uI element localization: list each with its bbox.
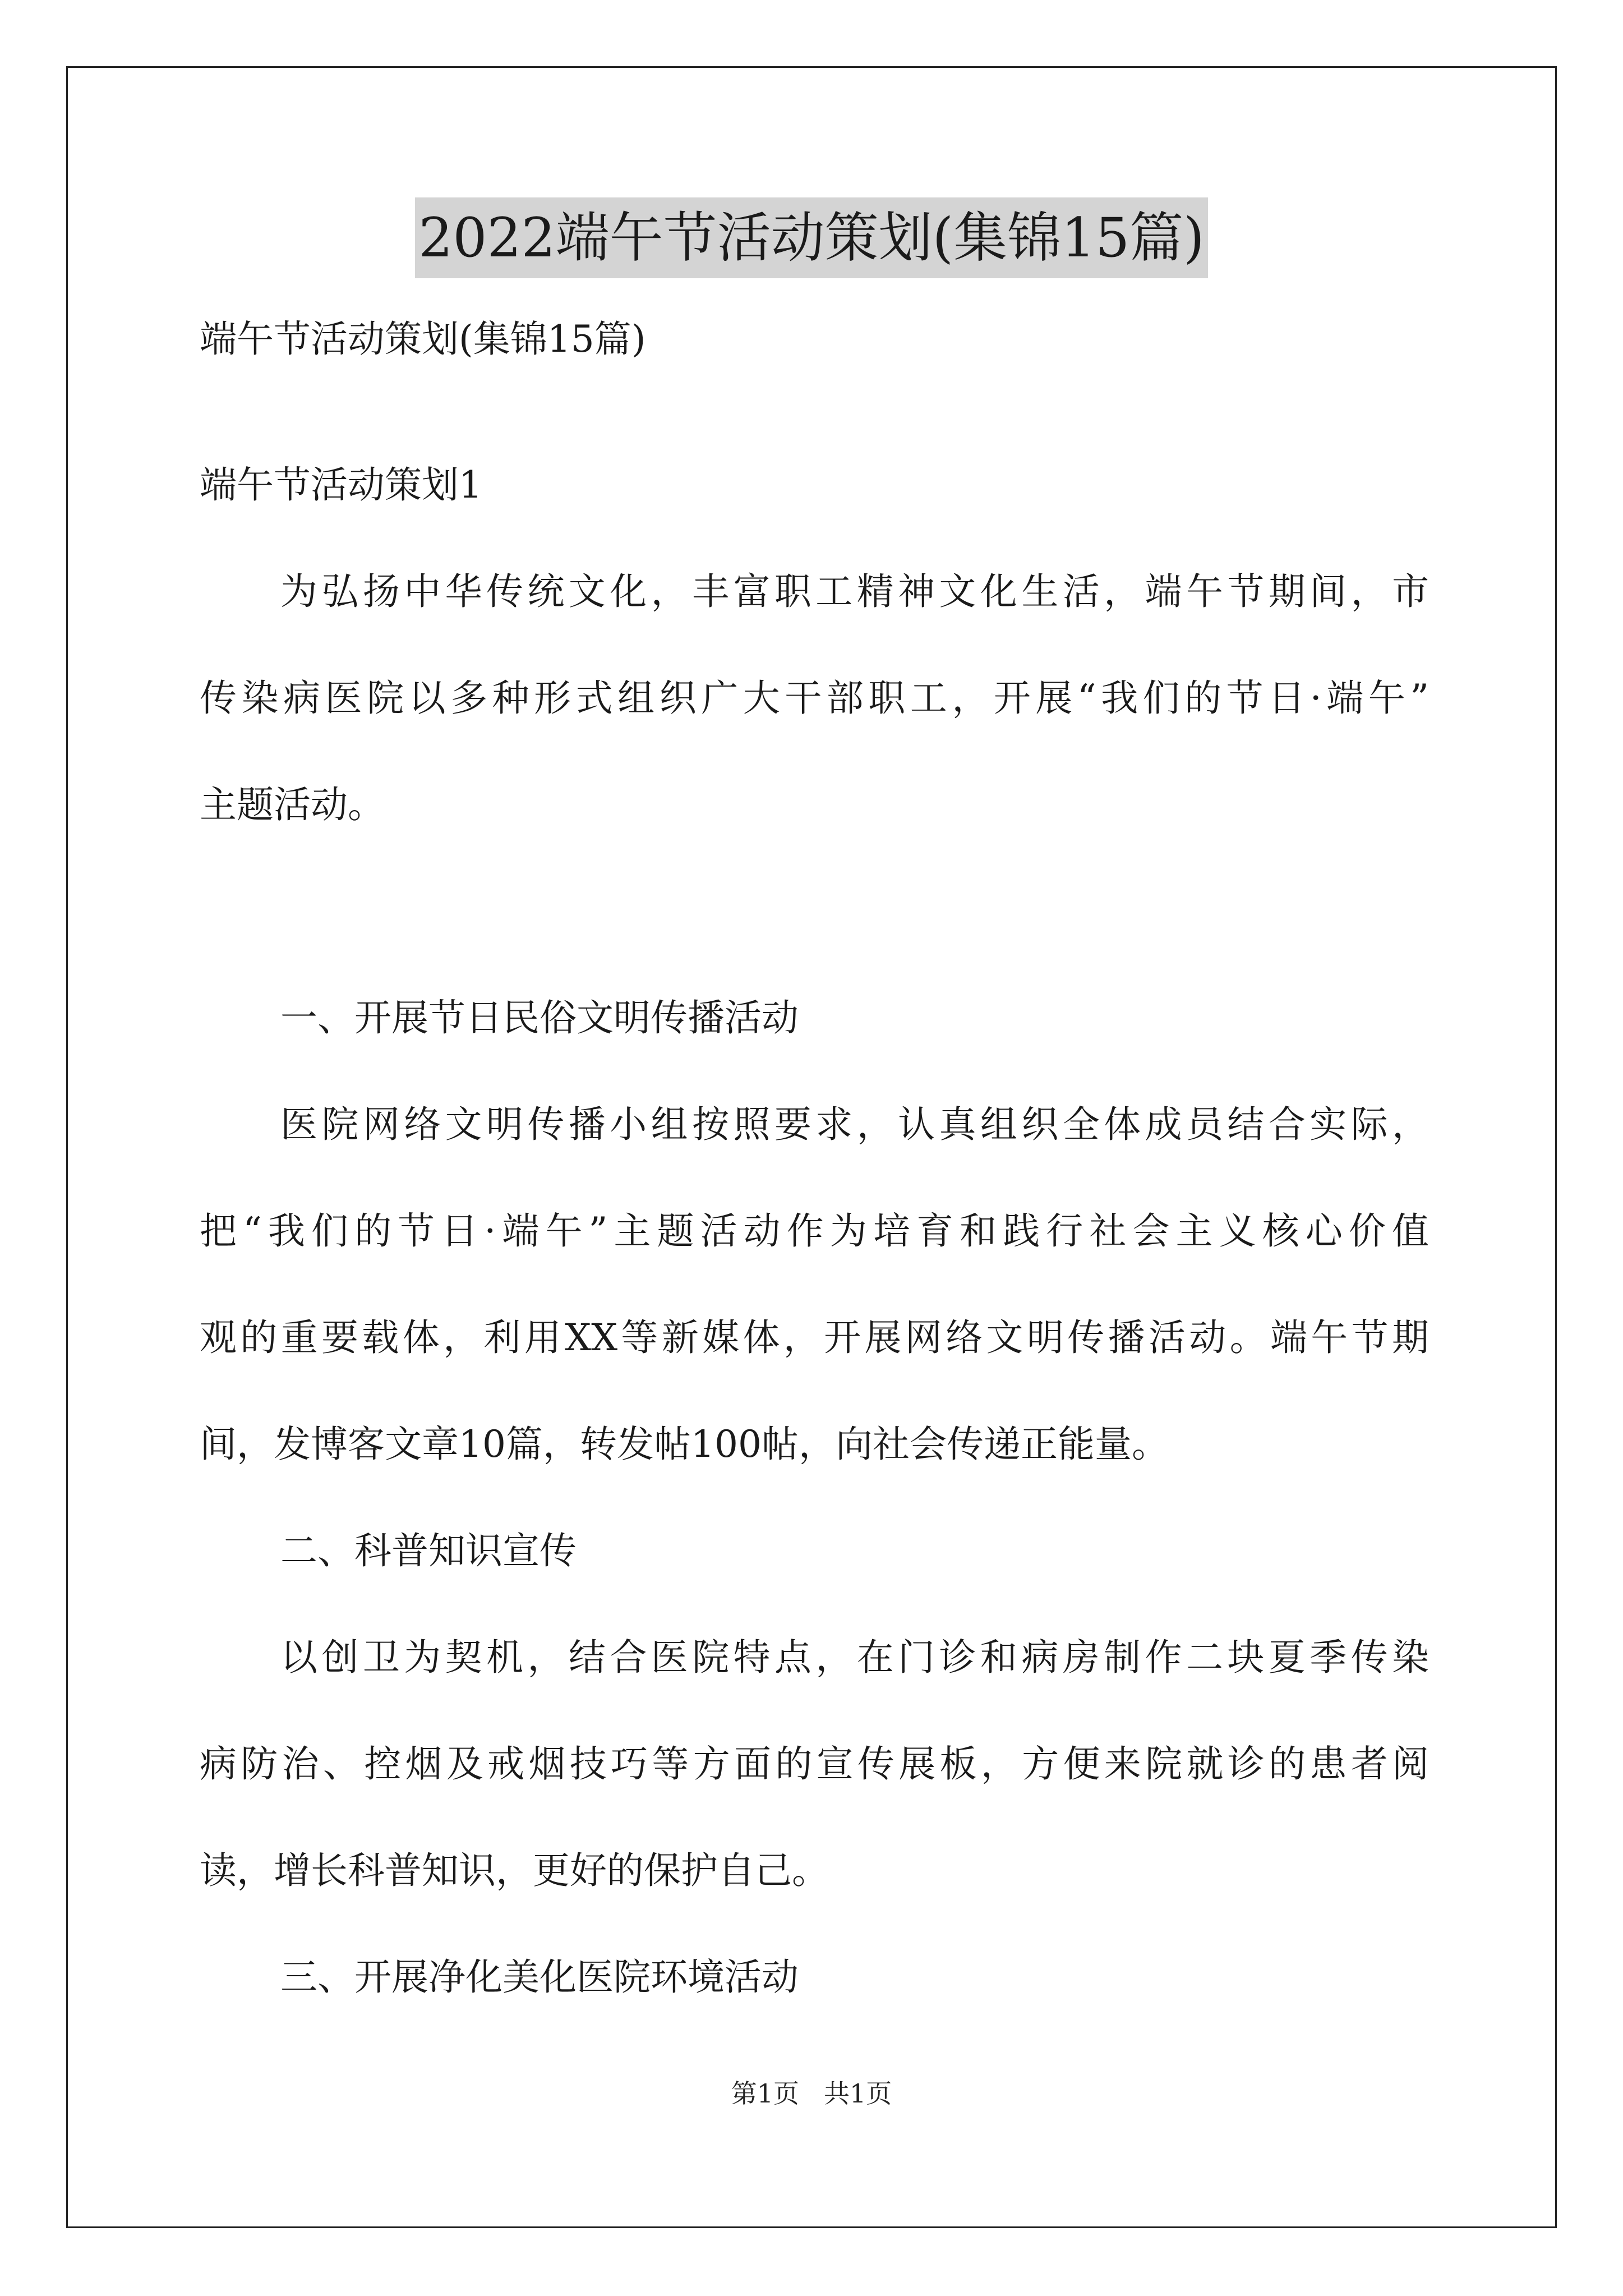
- list-heading-2: 二、科普知识宣传: [280, 1529, 577, 1572]
- paragraph-line: 以创卫为契机，结合医院特点，在门诊和病房制作二块夏季传染: [280, 1636, 1429, 1679]
- title-container: [0, 197, 1623, 278]
- paragraph-line: 观的重要载体，利用XX等新媒体，开展网络文明传播活动。端午节期: [200, 1316, 1429, 1359]
- page-number: 第1页: [731, 2078, 799, 2109]
- paragraph-line: 主题活动。: [200, 783, 385, 826]
- list-heading-1: 一、开展节日民俗文明传播活动: [280, 996, 799, 1039]
- paragraph-line: 传染病医院以多种形式组织广大干部职工，开展“我们的节日·端午”: [200, 677, 1429, 720]
- paragraph-line: 读，增长科普知识，更好的保护自己。: [200, 1849, 829, 1892]
- subtitle-line: 端午节活动策划(集锦15篇): [200, 318, 646, 361]
- list-heading-3: 三、开展净化美化医院环境活动: [280, 1955, 799, 1999]
- paragraph-line: 把“我们的节日·端午”主题活动作为培育和践行社会主义核心价值: [200, 1209, 1429, 1253]
- paragraph-line: 医院网络文明传播小组按照要求，认真组织全体成员结合实际，: [280, 1103, 1429, 1146]
- paragraph-line: 病防治、控烟及戒烟技巧等方面的宣传展板，方便来院就诊的患者阅: [200, 1742, 1429, 1786]
- paragraph-line: 间，发博客文章10篇，转发帖100帖，向社会传递正能量。: [200, 1423, 1169, 1466]
- document-title: 2022端午节活动策划(集锦15篇): [415, 197, 1207, 278]
- page-total: 共1页: [824, 2078, 892, 2109]
- page-footer: [0, 2077, 1623, 2110]
- section-heading-1: 端午节活动策划1: [200, 463, 482, 507]
- paragraph-line: 为弘扬中华传统文化，丰富职工精神文化生活，端午节期间，市: [280, 570, 1429, 613]
